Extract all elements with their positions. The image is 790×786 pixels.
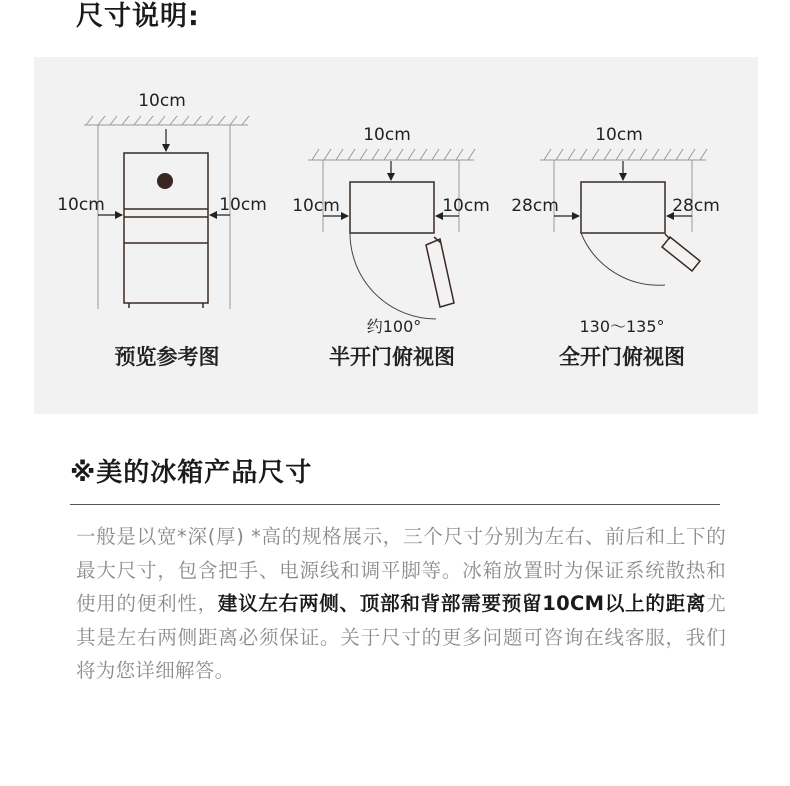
left-gap-label: 28cm xyxy=(511,196,559,216)
diagram-caption: 全开门俯视图 xyxy=(559,345,685,369)
page-title: 尺寸说明: xyxy=(76,1,200,32)
top-gap-label: 10cm xyxy=(363,125,411,145)
dimension-arrows xyxy=(323,161,459,216)
dimension-arrows xyxy=(98,129,230,215)
size-diagram-panel xyxy=(34,57,758,414)
display-dot xyxy=(157,173,173,189)
right-gap-label: 10cm xyxy=(219,195,267,215)
diagram-caption: 预览参考图 xyxy=(114,345,220,369)
top-gap-label: 10cm xyxy=(138,91,186,111)
full-open-top-view-diagram xyxy=(511,125,720,369)
paragraph-emphasis: 建议左右两侧、顶部和背部需要预留10CM以上的距离 xyxy=(217,592,707,615)
paragraph-text-part2: 尤其是左右两侧距离必须保证。关于尺寸的更多问题可咨询在线客服，我们将为您详细解答。 xyxy=(76,592,726,682)
door-angle-label: 130～135° xyxy=(579,317,665,336)
fridge-top-view xyxy=(350,182,454,319)
door-angle-label: 约100° xyxy=(366,317,422,336)
paragraph-text-part1: 一般是以宽*深(厚) *高的规格展示，三个尺寸分别为左右、前后和上下的最大尺寸，包含把手、电源线和调平脚等。冰箱放置时为保证系统散热和使用的便利性， xyxy=(76,525,726,615)
top-gap-label: 10cm xyxy=(595,125,643,145)
left-gap-label: 10cm xyxy=(57,195,105,215)
size-description-paragraph xyxy=(76,520,726,688)
right-gap-label: 28cm xyxy=(672,196,720,216)
right-gap-label: 10cm xyxy=(442,196,490,216)
half-open-top-view-diagram xyxy=(292,125,490,369)
section-divider xyxy=(70,504,720,505)
size-diagrams-svg xyxy=(34,57,758,414)
diagram-caption: 半开门俯视图 xyxy=(329,345,455,369)
left-gap-label: 10cm xyxy=(292,196,340,216)
section-heading: ※美的冰箱产品尺寸 xyxy=(70,458,313,488)
front-preview-diagram xyxy=(57,91,267,369)
